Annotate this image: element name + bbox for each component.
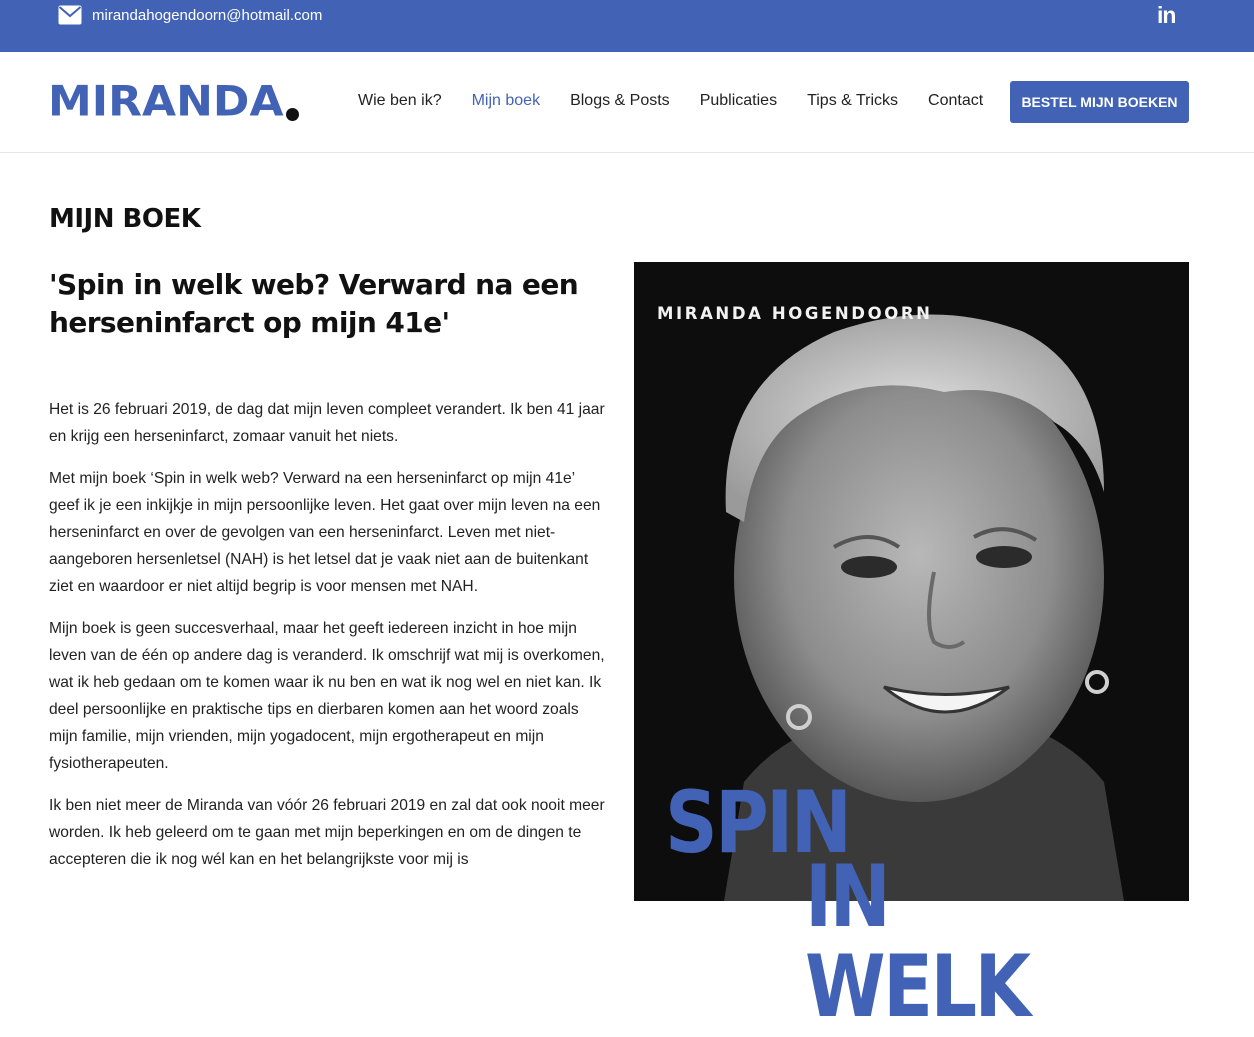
top-bar bbox=[0, 0, 1254, 52]
paragraph: Mijn boek is geen succesverhaal, maar het geeft iedereen inzicht in hoe mijn leven van de één op andere dag is veranderd. Ik omschrijf wat mij is overkomen, wat ik heb gedaan om te komen waar ik nu ben en wat ik nog wel en niet kan. Ik deel persoonlijke en praktische tips en dierbaren komen aan het woord zoals mijn familie, mijn vrienden, mijn yogadocent, mijn ergotherapeut en mijn fysiotherapeuten. bbox=[49, 620, 605, 772]
nav-item-mijn-boek[interactable]: Mijn boek bbox=[471, 92, 541, 109]
paragraph: Met mijn boek ‘Spin in welk web? Verward na een herseninfarct op mijn 41e’ geef ik je een inkijkje in mijn persoonlijke leven. Het gaat over mijn leven na een herseninfarct en over de gevolgen van een herseninfarct. Leven met niet-aangeboren hersenletsel (NAH) is het letsel dat je vaak niet aan de buitenkant ziet en waardoor er niet altijd begrip is voor mensen met NAH. bbox=[49, 470, 601, 595]
paragraph: Ik ben niet meer de Miranda van vóór 26 februari 2019 en zal dat ook nooit meer worden. Ik heb geleerd om te gaan met mijn beperkingen en om de dingen te accepteren die ik nog wél kan en het belangrijkste voor mij is bbox=[49, 797, 605, 868]
envelope-icon bbox=[58, 5, 82, 25]
paragraph: Het is 26 februari 2019, de dag dat mijn leven compleet verandert. Ik ben 41 jaar en krijg een herseninfarct, zomaar vanuit het niets. bbox=[49, 401, 605, 445]
cover-title-line1: SPIN bbox=[665, 773, 850, 873]
email-link[interactable] bbox=[58, 5, 322, 25]
site-header bbox=[0, 52, 1254, 153]
logo-text: MIRANDA bbox=[48, 77, 284, 126]
book-description bbox=[49, 396, 609, 888]
nav-item-wie-ben-ik[interactable]: Wie ben ik? bbox=[358, 92, 442, 109]
logo-dot bbox=[286, 108, 299, 121]
book-cover-image bbox=[634, 262, 1189, 1037]
email-text: mirandahogendoorn@hotmail.com bbox=[92, 6, 323, 24]
order-books-button[interactable]: BESTEL MIJN BOEKEN bbox=[1010, 81, 1189, 123]
cover-title-line2: IN WELK bbox=[805, 847, 1029, 1037]
linkedin-icon[interactable]: in bbox=[1157, 2, 1176, 28]
page-title: MIJN BOEK bbox=[49, 204, 201, 234]
main-nav bbox=[358, 92, 983, 110]
nav-item-blogs-posts[interactable]: Blogs & Posts bbox=[570, 92, 670, 109]
site-logo[interactable] bbox=[48, 79, 299, 125]
nav-item-publicaties[interactable]: Publicaties bbox=[699, 92, 778, 109]
cover-author: MIRANDA HOGENDOORN bbox=[657, 304, 933, 323]
nav-item-contact[interactable]: Contact bbox=[928, 92, 984, 109]
nav-item-tips-tricks[interactable]: Tips & Tricks bbox=[807, 92, 899, 109]
book-title: 'Spin in welk web? Verward na een herseninfarct op mijn 41e' bbox=[49, 268, 579, 339]
